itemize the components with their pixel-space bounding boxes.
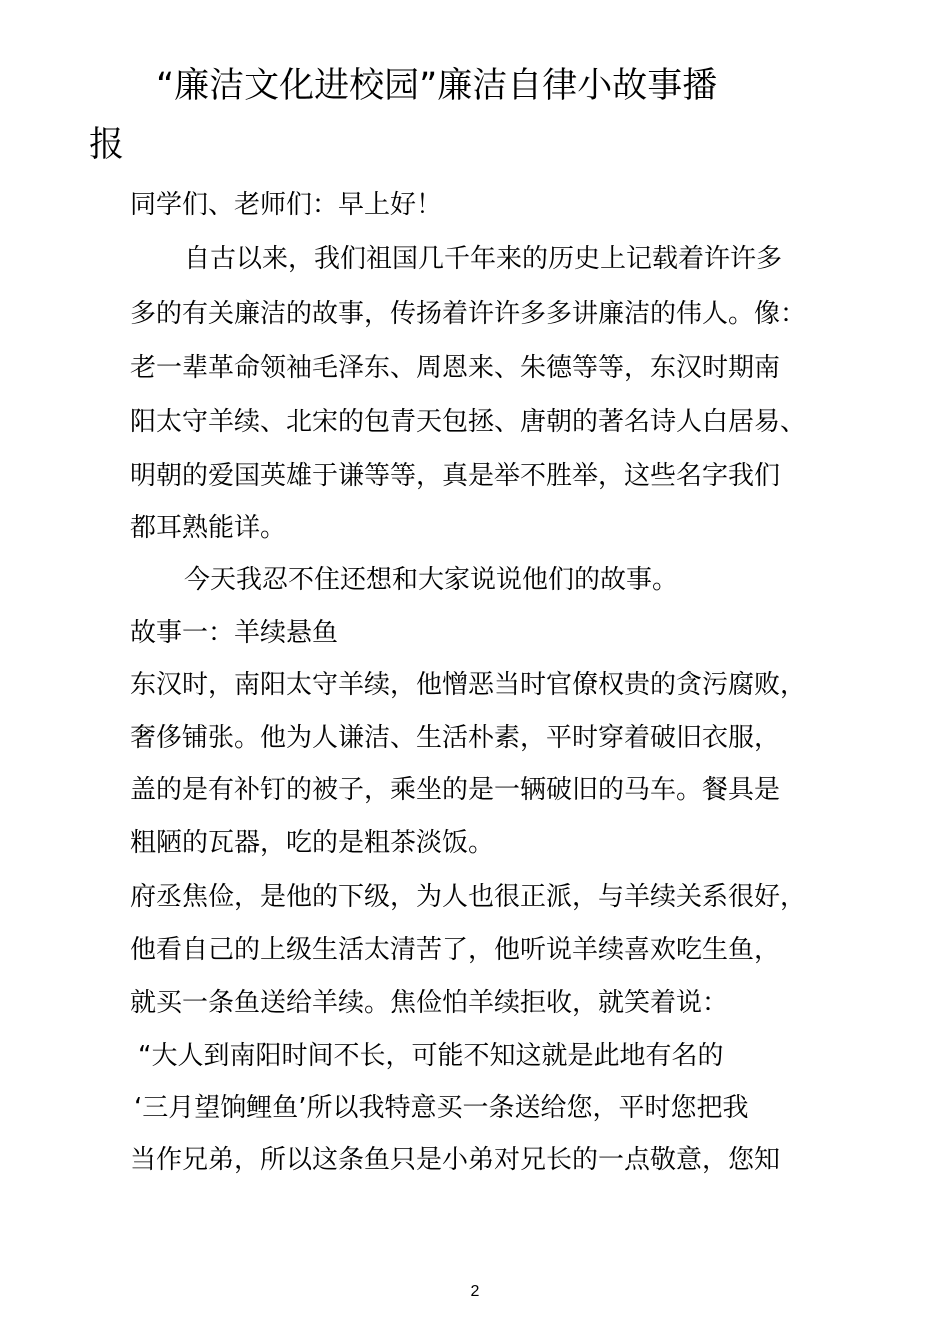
page-number: 2 [470,1283,480,1300]
paragraph-line: ‘三月望饷鲤鱼’所以我特意买一条送给您，平时您把我 [134,1093,749,1123]
paragraph-line: 明朝的爱国英雄于谦等等，真是举不胜举，这些名字我们 [130,461,781,491]
paragraph-line: 老一辈革命领袖毛泽东、周恩来、朱德等等，东汉时期南 [130,353,781,383]
paragraph-line: 府丞焦俭，是他的下级，为人也很正派，与羊续关系很好， [130,882,807,912]
document-title-line-1: “廉洁文化进校园”廉洁自律小故事播 [156,66,718,106]
story-heading: 故事一：羊续悬鱼 [130,618,339,648]
paragraph-line: 东汉时，南阳太守羊续，他憎恶当时官僚权贵的贪污腐败， [130,670,807,700]
paragraph-line: 自古以来，我们祖国几千年来的历史上记载着许许多 [184,244,783,274]
paragraph-line: 奢侈铺张。他为人谦洁、生活朴素，平时穿着破旧衣服， [130,723,781,753]
paragraph-line: 多的有关廉洁的故事，传扬着许许多多讲廉洁的伟人。像： [130,299,807,329]
paragraph-line: 粗陋的瓦器，吃的是粗茶淡饭。 [130,828,495,858]
paragraph-line: “大人到南阳时间不长，可能不知这就是此地有名的 [138,1041,724,1071]
paragraph-line: 盖的是有补钉的被子，乘坐的是一辆破旧的马车。餐具是 [130,775,781,805]
greeting-line: 同学们、老师们：早上好！ [130,190,443,220]
paragraph-line: 就买一条鱼送给羊续。焦俭怕羊续拒收，就笑着说： [130,988,729,1018]
document-title-line-2: 报 [89,125,125,165]
paragraph-line: 当作兄弟，所以这条鱼只是小弟对兄长的一点敬意，您知 [130,1145,781,1175]
paragraph-line: 阳太守羊续、北宋的包青天包拯、唐朝的著名诗人白居易、 [130,407,807,437]
paragraph-line: 都耳熟能详。 [130,513,287,543]
paragraph-line: 今天我忍不住还想和大家说说他们的故事。 [184,565,679,595]
paragraph-line: 他看自己的上级生活太清苦了，他听说羊续喜欢吃生鱼， [130,935,781,965]
